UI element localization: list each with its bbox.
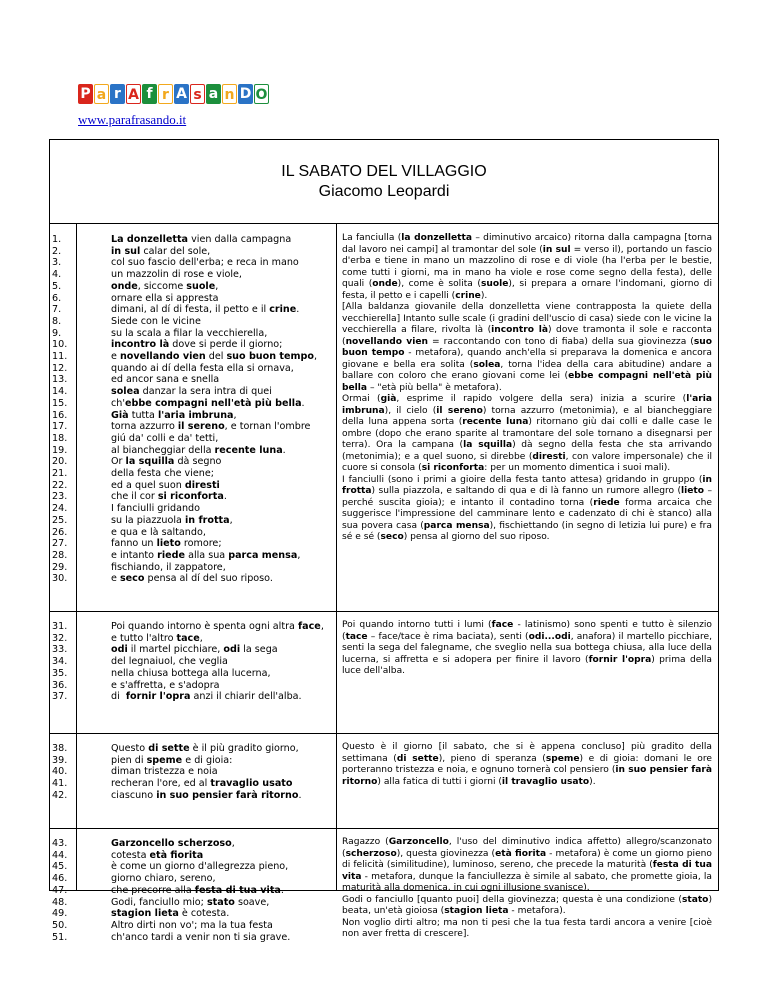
verse-line: Or la squilla dà segno [111, 456, 222, 468]
poem-verses [111, 743, 302, 802]
verse-line: ed ancor sana e snella [111, 374, 220, 386]
verse-line: e seco pensa al dí del suo riposo. [111, 573, 273, 585]
verse-line: diman tristezza e noia [111, 766, 218, 778]
verse-line: ch'ebbe compagni nell'età più bella. [111, 397, 305, 409]
row-separator [50, 828, 718, 829]
poem-author: Giacomo Leopardi [318, 183, 450, 200]
verse-line: cotesta età fiorita [111, 849, 204, 861]
logo-letter: P [78, 84, 93, 104]
verse-line: su la scala a filar la vecchierella, [111, 327, 268, 339]
verse-line: della festa che viene; [111, 468, 214, 480]
logo-letter: r [110, 84, 125, 104]
paraphrase-text [342, 620, 712, 678]
verse-line: che precorre alla festa di tua vita. [111, 884, 284, 896]
verse-line: in sul calar del sole, [111, 245, 211, 257]
verse-line: di fornir l'opra anzi il chiarir dell'alba. [111, 691, 302, 703]
poem-column-divider [336, 224, 337, 890]
verse-line: su la piazzuola in frotta, [111, 514, 233, 526]
verse-line: fanno un lieto romore; [111, 538, 222, 550]
logo-letter: a [94, 84, 109, 104]
verse-line: solea danzar la sera intra di quei [111, 386, 272, 398]
row-separator [50, 611, 718, 612]
verse-line: che il cor si riconforta. [111, 491, 227, 503]
verse-line: è come un giorno d'allegrezza pieno, [111, 861, 289, 873]
verse-line: Garzoncello scherzoso, [111, 838, 235, 849]
verse-line: al biancheggiar della recente luna. [111, 444, 286, 456]
verse-line: dimani, al dí di festa, il petto e il crine. [111, 304, 300, 316]
poem-verses [111, 234, 317, 585]
verse-line: Questo di sette è il più gradito giorno, [111, 743, 299, 754]
logo-letter: s [190, 84, 205, 104]
verse-numbers: 31. 32. 33. 34. 35. 36. 37. [52, 621, 68, 703]
verse-line: onde, siccome suole, [111, 280, 219, 292]
row-separator [50, 733, 718, 734]
verse-line: giorno chiaro, sereno, [111, 873, 216, 885]
paraphrase-paragraph: [Alla baldanza giovanile della donzelletta viene contrapposta la quiete della vecchierella] Intanto sulle scale (i gradini dell'uscio di casa) siede con le vicine la vecchierella a filare, rivolta là (incontro là) dove tramonta il sole e racconta (novellando vien = raccontando con tono di fiaba) della sua giovinezza (suo buon tempo - metafora), quando anch'ella si preparava la domenica e ancora giovane e bella era solita (solea, torna l'idea della cara abitudine) andare a ballare con coloro che erano giovani come lei (ebbe compagni nell'età più bella – "età più bella" è metafora). [342, 302, 712, 393]
site-link[interactable]: www.parafrasando.it [78, 112, 187, 127]
logo-letter: O [254, 84, 269, 104]
verse-line: e tutto l'altro tace, [111, 632, 203, 644]
verse-numbers: 38. 39. 40. 41. 42. [52, 743, 68, 801]
verse-line: Siede con le vicine [111, 315, 201, 327]
paraphrase-text [342, 742, 712, 788]
verse-line: pien di speme e di gioia: [111, 754, 233, 766]
verse-line: e s'affretta, e s'adopra [111, 679, 220, 691]
paraphrase-text [342, 233, 712, 544]
verse-line: e novellando vien del suo buon tempo, [111, 351, 318, 363]
verse-line: quando ai dí della festa ella si ornava, [111, 362, 294, 374]
verse-line: ed a quel suon diresti [111, 479, 220, 491]
verse-line: e qua e là saltando, [111, 526, 206, 538]
parafrasando-logo [78, 84, 269, 104]
verse-line: Godi, fanciullo mio; stato soave, [111, 896, 270, 908]
verse-line: un mazzolin di rose e viole, [111, 269, 242, 281]
verse-line: del legnaiuol, che veglia [111, 656, 228, 668]
verse-line: fischiando, il zappatore, [111, 561, 226, 573]
poem-verses [111, 838, 290, 943]
paraphrase-paragraph: Ragazzo (Garzoncello, l'uso del diminutivo indica affetto) allegro/scanzonato (scherzoso), questa giovinezza (età fiorita - metafora) è come un giorno pieno di felicità (similitudine), luminoso, sereno, che precede la maturità (festa di tua vita - metafora, dunque la fanciullezza è simile al sabato, che promette gioia, la maturità alla domenica, in cui ogni illusione svanisce). [342, 837, 713, 893]
verse-numbers: 1. 2. 3. 4. 5. 6. 7. 8. 9. 10. 11. 12. 13. 14. 15. 16. 17. 18. 19. 20. 21. 22. 23. 24. 25. 26. 27. 28. 29. 30. [52, 234, 68, 585]
paraphrase-paragraph: Non voglio dirti altro; ma non ti pesi che la tua festa tardi ancora a venire [cioè non aver fretta di crescere]. [342, 917, 712, 939]
verse-line: giú da' colli e da' tetti, [111, 432, 219, 444]
document-table [49, 139, 719, 943]
title-cell [50, 140, 718, 224]
paraphrase-paragraph: Questo è il giorno [il sabato, che si è appena concluso] più gradito della settimana (di sette), pieno di speranza (speme) e di gioia: domani le ore porteranno tristezza e noia, e ognuno tornerà col pensiero (in suo pensier farà ritorno) alla fatica di tutti i giorni (il travaglio usato). [342, 742, 712, 787]
verse-line: ornare ella si appresta [111, 292, 219, 304]
verse-line: Poi quando intorno è spenta ogni altra face, [111, 621, 324, 632]
paraphrase-paragraph: Godi o fanciullo [quanto puoi] della giovinezza; questa è una condizione (stato) beata, un'età gioiosa (stagion lieta - metafora). [342, 894, 712, 916]
verse-line: La donzelletta vien dalla campagna [111, 234, 292, 245]
verse-line: ch'anco tardi a venir non ti sia grave. [111, 931, 291, 943]
poem-verses [111, 621, 324, 703]
verse-numbers: 43. 44. 45. 46. 47. 48. 49. 50. 51. [52, 838, 68, 943]
verse-line: nella chiusa bottega alla lucerna, [111, 667, 271, 679]
verse-line: Altro dirti non vo'; ma la tua festa [111, 919, 273, 931]
verse-line: I fanciulli gridando [111, 503, 200, 515]
logo-letter: n [222, 84, 237, 104]
verse-line: incontro là dove si perde il giorno; [111, 339, 283, 351]
verse-line: torna azzurro il sereno, e tornan l'ombre [111, 421, 311, 433]
poem-title: IL SABATO DEL VILLAGGIO [281, 163, 487, 180]
verse-line: odi il martel picchiare, odi la sega [111, 644, 278, 656]
paraphrase-text [342, 837, 712, 941]
verse-line: ciascuno in suo pensier farà ritorno. [111, 789, 302, 801]
verse-line: Già tutta l'aria imbruna, [111, 409, 237, 421]
verse-line: col suo fascio dell'erba; e reca in mano [111, 257, 299, 269]
logo-letter: f [142, 84, 157, 104]
logo-letter: a [206, 84, 221, 104]
number-column-divider [76, 224, 77, 890]
logo-letter: A [174, 84, 189, 104]
logo-letter: r [158, 84, 173, 104]
paraphrase-paragraph: I fanciulli (sono i primi a gioire della festa tanto attesa) gridando in gruppo (in frotta) sulla piazzola, e saltando di qua e di là fanno un rumore allegro (lieto – perché suscita gioia); e intanto il contadino torna (riede forma arcaica che suggerisce l'impressione del camminare lento e cadenzato di chi è stanco) alla sua povera casa (parca mensa), fischiettando (in segno di letizia lui pure) e fra sé e sé (seco) pensa al giorno del suo riposo. [342, 474, 712, 542]
logo-letter: D [239, 86, 252, 102]
paraphrase-paragraph: Ormai (già, esprime il rapido volgere della sera) inizia a scurire (l'aria imbruna), il cielo (il sereno) torna azzurro (metonimia), e al biancheggiare della luna appena sorta (recente luna) ritornano giù dai colli e dalle case le ombre (dopo che erano sparite al tramontare del sole tornano a disegnarsi per terra). Ora la campana (la squilla) dà segno della festa che sta arrivando (metonimia); e a quel suono, si direbbe (diresti, con valore impersonale) che il cuore si consola (si riconforta: per un momento dimentica i suoi mali). [342, 394, 713, 473]
verse-line: e intanto riede alla sua parca mensa, [111, 549, 301, 561]
logo-letter: A [126, 84, 141, 104]
verse-line: stagion lieta è cotesta. [111, 908, 230, 920]
paraphrase-paragraph: Poi quando intorno tutti i lumi (face - latinismo) sono spenti e tutto è silenzio (tace – face/tace è rima baciata), senti (odi...odi, anafora) il martello picchiare, senti la sega del falegname, che sveglio nella sua bottega chiusa, alla luce della lucerna, si affretta e si adopera per finire il lavoro (fornir l'opra) prima della luce dell'alba. [342, 620, 712, 676]
verse-line: recheran l'ore, ed al travaglio usato [111, 778, 293, 790]
paraphrase-paragraph: La fanciulla (la donzelletta – diminutivo arcaico) ritorna dalla campagna [torna dal lavoro nei campi] al tramontar del sole (in sul = verso il), portando un fascio d'erba e tiene in mano un mazzolino di rose e di viole (ha l'erba per le bestie, come tutti i giorni, ma in mano ha viole e rose come segno della festa), delle quali (onde), come è solita (suole), si prepara a ornare l'indomani, giorno di festa, il petto e i capelli (crine). [342, 233, 713, 301]
